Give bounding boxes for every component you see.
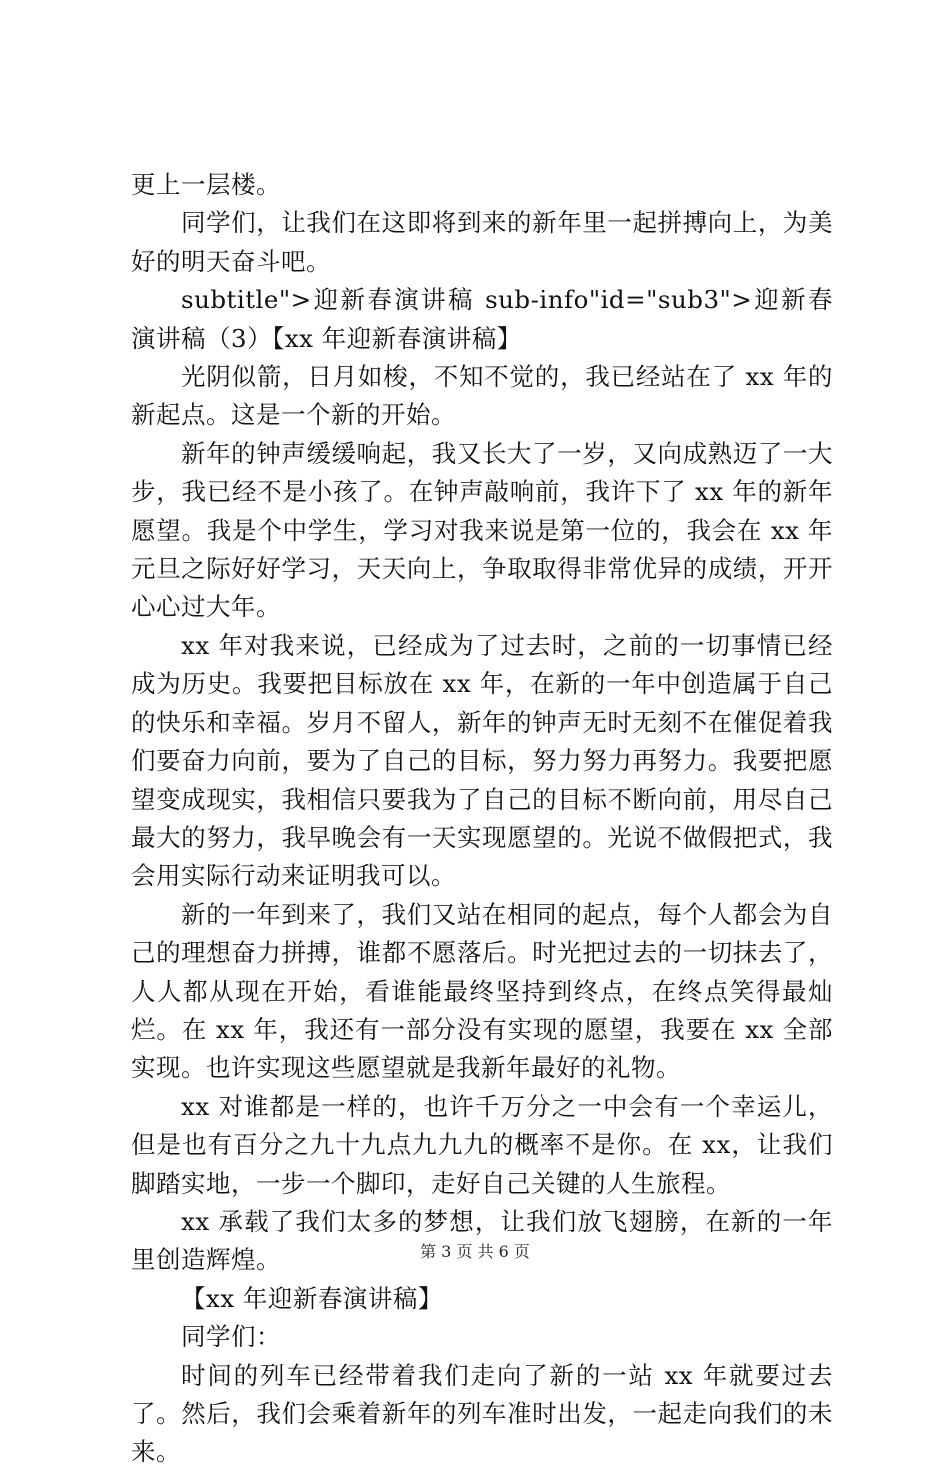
paragraph: 新的一年到来了，我们又站在相同的起点，每个人都会为自己的理想奋力拼搏，谁都不愿落后。时光把过去的一切抹去了，人人都从现在开始，看谁能最终坚持到终点，在终点笑得最灿烂。在 xx 年，我还有一部分没有实现的愿望，我要在 xx 全部实现。也许实现这些愿望就是我新年最好的礼物。 bbox=[131, 899, 833, 1083]
paragraph: xx 对谁都是一样的，也许千万分之一中会有一个幸运儿，但是也有百分之九十九点九九九的概率不是你。在 xx，让我们脚踏实地，一步一个脚印，走好自己关键的人生旅程。 bbox=[131, 1091, 833, 1198]
salutation: 同学们： bbox=[181, 1322, 281, 1352]
paragraph: 新年的钟声缓缓响起，我又长大了一岁，又向成熟迈了一大步，我已经不是小孩了。在钟声敲响前，我许下了 xx 年的新年愿望。我是个中学生，学习对我来说是第一位的，我会在 xx 年元旦之际好好学习，天天向上，争取取得非常优异的成绩，开开心心过大年。 bbox=[131, 438, 833, 622]
paragraph: 光阴似箭，日月如梭，不知不觉的，我已经站在了 xx 年的新起点。这是一个新的开始。 bbox=[131, 362, 833, 430]
section-heading: 【xx 年迎新春演讲稿】 bbox=[181, 1283, 443, 1313]
paragraph: xx 承载了我们太多的梦想，让我们放飞翅膀，在新的一年里创造辉煌。 bbox=[131, 1206, 833, 1275]
page-footer: 第 3 页 共 6 页 bbox=[420, 1242, 530, 1261]
document-body bbox=[131, 166, 833, 1472]
paragraph: xx 年对我来说，已经成为了过去时，之前的一切事情已经成为历史。我要把目标放在 xx 年，在新的一年中创造属于自己的快乐和幸福。岁月不留人，新年的钟声无时无刻不在催促着我们要奋力向前，要为了自己的目标，努力努力再努力。我要把愿望变成现实，我相信只要我为了自己的目标不断向前，用尽自己最大的努力，我早晚会有一天实现愿望的。光说不做假把式，我会用实际行动来证明我可以。 bbox=[131, 630, 833, 891]
paragraph: 时间的列车已经带着我们走向了新的一站 xx 年就要过去了。然后，我们会乘着新年的列车准时出发，一起走向我们的未来。 bbox=[131, 1360, 833, 1467]
paragraph: 同学们，让我们在这即将到来的新年里一起拼搏向上，为美好的明天奋斗吧。 bbox=[131, 208, 833, 276]
paragraph: subtitle">迎新春演讲稿 sub-info"id="sub3">迎新春演讲稿（3）【xx 年迎新春演讲稿】 bbox=[131, 285, 833, 353]
paragraph: 更上一层楼。 bbox=[131, 170, 281, 199]
